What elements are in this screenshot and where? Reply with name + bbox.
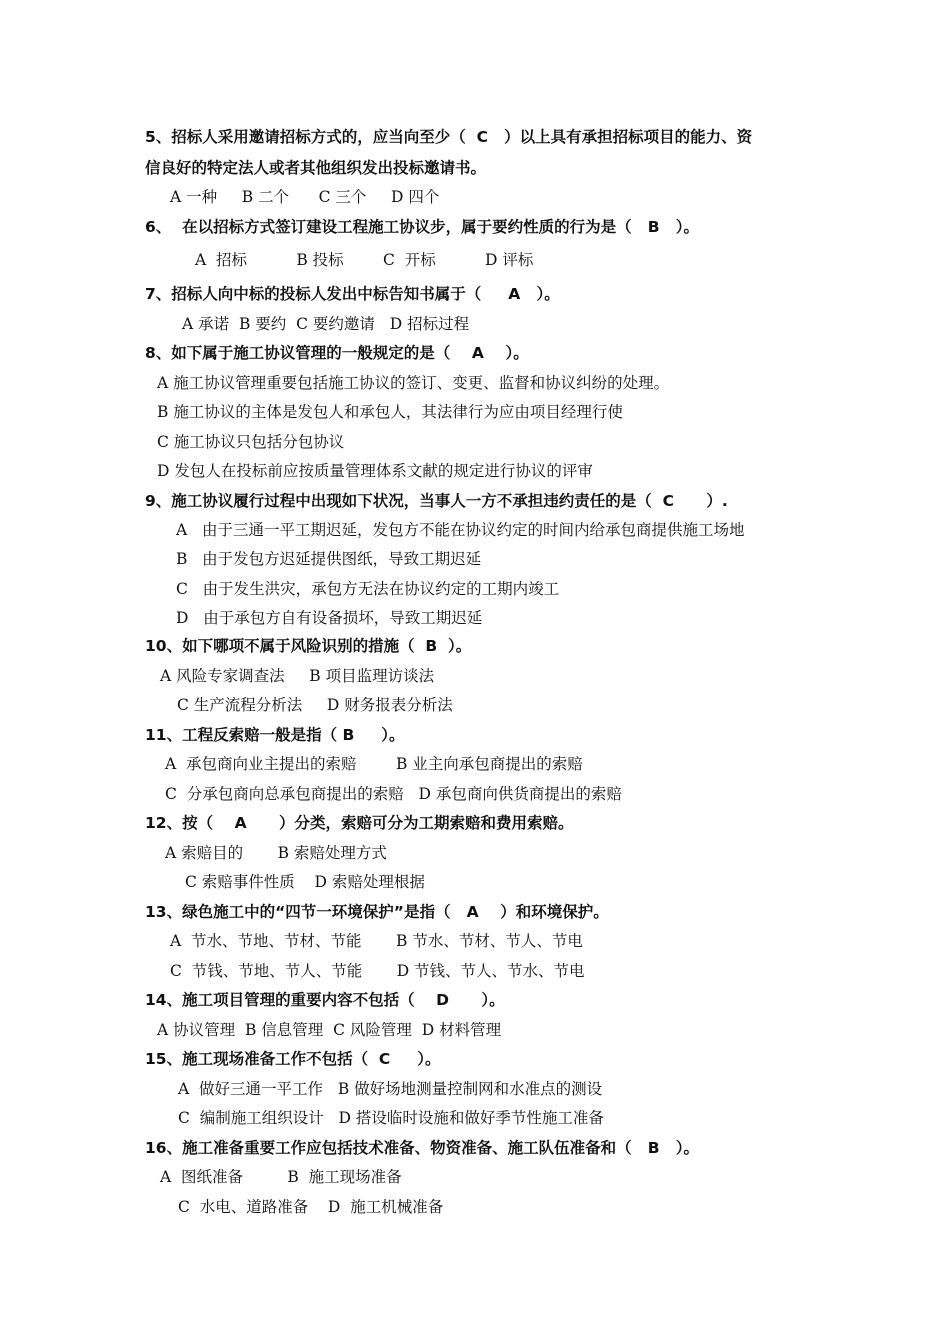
question-11: 11、工程反索赔一般是指（ B ）。 xyxy=(145,726,405,744)
question-8-option-a: A 施工协议管理重要包括施工协议的签订、变更、监督和协议纠纷的处理。 xyxy=(157,374,670,392)
question-5-line-1: 5、招标人采用邀请招标方式的，应当向至少（ C ）以上具有承担招标项目的能力、资 xyxy=(145,128,753,146)
question-10-options-cd: C 生产流程分析法 D 财务报表分析法 xyxy=(177,696,453,714)
question-15-options-ab: A 做好三通一平工作 B 做好场地测量控制网和水准点的测设 xyxy=(178,1080,603,1098)
question-8: 8、如下属于施工协议管理的一般规定的是（ A ）。 xyxy=(145,344,529,362)
question-9-option-a: A 由于三通一平工期迟延，发包方不能在协议约定的时间内给承包商提供施工场地 xyxy=(176,521,745,539)
question-7-options: A 承诺 B 要约 C 要约邀请 D 招标过程 xyxy=(182,315,470,333)
question-16: 16、施工准备重要工作应包括技术准备、物资准备、施工队伍准备和（ B ）。 xyxy=(145,1139,700,1157)
question-5-options: A 一种 B 二个 C 三个 D 四个 xyxy=(170,188,440,206)
question-12-options-ab: A 索赔目的 B 索赔处理方式 xyxy=(165,844,387,862)
question-7: 7、招标人向中标的投标人发出中标告知书属于（ A ）。 xyxy=(145,285,560,303)
question-12: 12、按（ A ）分类，索赔可分为工期索赔和费用索赔。 xyxy=(145,814,574,832)
question-13: 13、绿色施工中的“四节一环境保护”是指（ A ）和环境保护。 xyxy=(145,903,609,921)
question-15-options-cd: C 编制施工组织设计 D 搭设临时设施和做好季节性施工准备 xyxy=(178,1109,604,1127)
question-11-options-cd: C 分承包商向总承包商提出的索赔 D 承包商向供货商提出的索赔 xyxy=(165,785,622,803)
question-9-option-d: D 由于承包方自有设备损坏，导致工期迟延 xyxy=(176,609,483,627)
question-16-options-ab: A 图纸准备 B 施工现场准备 xyxy=(160,1168,402,1186)
question-13-options-ab: A 节水、节地、节材、节能 B 节水、节材、节人、节电 xyxy=(170,932,583,950)
question-16-options-cd: C 水电、道路准备 D 施工机械准备 xyxy=(178,1198,444,1216)
question-6-options: A 招标 B 投标 C 开标 D 评标 xyxy=(195,251,534,269)
question-9-option-b: B 由于发包方迟延提供图纸，导致工期迟延 xyxy=(176,550,482,568)
question-6: 6、 在以招标方式签订建设工程施工协议步，属于要约性质的行为是（ B ）。 xyxy=(145,218,700,236)
question-12-options-cd: C 索赔事件性质 D 索赔处理根据 xyxy=(185,873,425,891)
question-15: 15、施工现场准备工作不包括（ C ）。 xyxy=(145,1050,441,1068)
question-8-option-d: D 发包人在投标前应按质量管理体系文献的规定进行协议的评审 xyxy=(157,462,593,480)
question-14-options: A 协议管理 B 信息管理 C 风险管理 D 材料管理 xyxy=(157,1021,502,1039)
question-9-option-c: C 由于发生洪灾，承包方无法在协议约定的工期内竣工 xyxy=(176,580,560,598)
question-5-line-2: 信良好的特定法人或者其他组织发出投标邀请书。 xyxy=(145,159,487,177)
question-10: 10、如下哪项不属于风险识别的措施（ B ）。 xyxy=(145,637,472,655)
question-8-option-c: C 施工协议只包括分包协议 xyxy=(157,433,345,451)
question-13-options-cd: C 节钱、节地、节人、节能 D 节钱、节人、节水、节电 xyxy=(170,962,585,980)
question-11-options-ab: A 承包商向业主提出的索赔 B 业主向承包商提出的索赔 xyxy=(165,755,583,773)
question-9: 9、施工协议履行过程中出现如下状况，当事人一方不承担违约责任的是（ C ）. xyxy=(145,492,728,510)
question-8-option-b: B 施工协议的主体是发包人和承包人，其法律行为应由项目经理行使 xyxy=(157,403,623,421)
question-10-options-ab: A 风险专家调查法 B 项目监理访谈法 xyxy=(160,667,435,685)
question-14: 14、施工项目管理的重要内容不包括（ D ）。 xyxy=(145,991,505,1009)
